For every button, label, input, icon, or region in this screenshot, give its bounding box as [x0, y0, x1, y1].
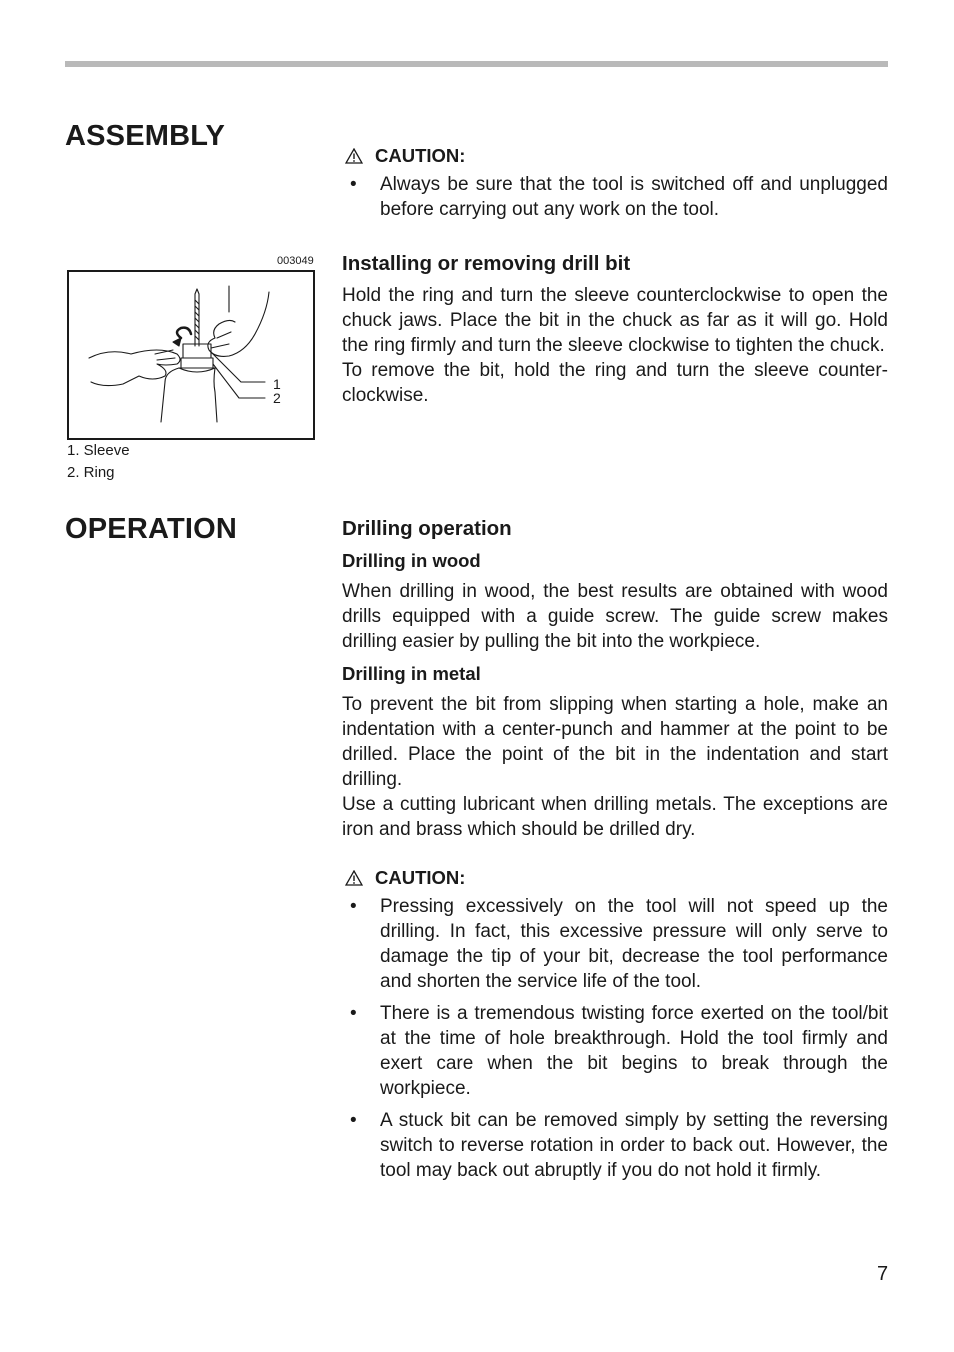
- removing-paragraph: To remove the bit, hold the ring and turn the sleeve counter-clockwise.: [342, 360, 888, 406]
- drill-chuck-hands-icon: [69, 272, 313, 438]
- caution-list: [342, 894, 888, 1183]
- caution-item: • Always be sure that the tool is switched off and unplugged before carrying out any work on the tool.: [350, 174, 888, 220]
- callout-1: 1: [273, 376, 281, 392]
- caution-item: • There is a tremendous twisting force exerted on the tool/bit at the time of hole breakthrough. Hold the tool firmly and exert care when the bit begins to break through the workpiece.: [350, 1003, 888, 1099]
- installing-section: [342, 251, 888, 408]
- drilling-heading: Drilling operation: [342, 517, 512, 540]
- installing-heading: Installing or removing drill bit: [342, 252, 631, 275]
- operation-caution: [342, 865, 888, 1190]
- caution-label: CAUTION:: [375, 145, 466, 166]
- drilling-metal-text: To prevent the bit from slipping when starting a hole, make an indentation with a center-punch and hammer at the point to be drilled. Place the point of the bit in the indentation and start drilling.: [342, 694, 888, 790]
- figure-code: 003049: [277, 255, 314, 267]
- drilling-wood-heading: Drilling in wood: [342, 550, 481, 571]
- caution-list: [342, 172, 888, 222]
- chuck-illustration: [67, 270, 315, 440]
- warning-triangle-icon: [345, 148, 363, 164]
- caution-label: CAUTION:: [375, 867, 466, 888]
- legend-item-sleeve: 1. Sleeve: [67, 442, 130, 459]
- callout-2: 2: [273, 390, 281, 406]
- caution-item: • Pressing excessively on the tool will not speed up the drilling. In fact, this excessive pressure will only serve to damage the tip of your bit, decrease the tool performance and shorten the service life of the tool.: [350, 896, 888, 992]
- header-rule: [65, 61, 888, 67]
- bullet-icon: •: [350, 174, 357, 195]
- bullet-icon: •: [350, 1110, 357, 1131]
- drilling-metal-heading: Drilling in metal: [342, 663, 481, 684]
- installing-paragraph: Hold the ring and turn the sleeve counterclockwise to open the chuck jaws. Place the bit in the chuck as far as it will go. Hold the ring firmly and turn the sleeve clockwise to tighten the chuck.: [342, 285, 888, 356]
- legend-item-ring: 2. Ring: [67, 464, 115, 481]
- drilling-wood-text: When drilling in wood, the best results are obtained with wood drills equipped with a guide screw. The guide screw makes drilling easier by pulling the bit into the workpiece.: [342, 581, 888, 652]
- caution-item: • A stuck bit can be removed simply by setting the reversing switch to reverse rotation in order to back out. However, the tool may back out abruptly if you do not hold it firmly.: [350, 1110, 888, 1181]
- assembly-caution: [342, 143, 888, 229]
- lubricant-text: Use a cutting lubricant when drilling metals. The exceptions are iron and brass which should be drilled dry.: [342, 794, 888, 840]
- bullet-icon: •: [350, 1003, 357, 1024]
- drilling-section: [342, 516, 888, 842]
- page-number: 7: [877, 1263, 889, 1285]
- caution-heading: [342, 143, 888, 168]
- assembly-title: ASSEMBLY: [65, 120, 226, 152]
- warning-triangle-icon: [345, 870, 363, 886]
- operation-title: OPERATION: [65, 513, 238, 545]
- figure-legend: [67, 440, 130, 484]
- bullet-icon: •: [350, 896, 357, 917]
- caution-heading: [342, 865, 888, 890]
